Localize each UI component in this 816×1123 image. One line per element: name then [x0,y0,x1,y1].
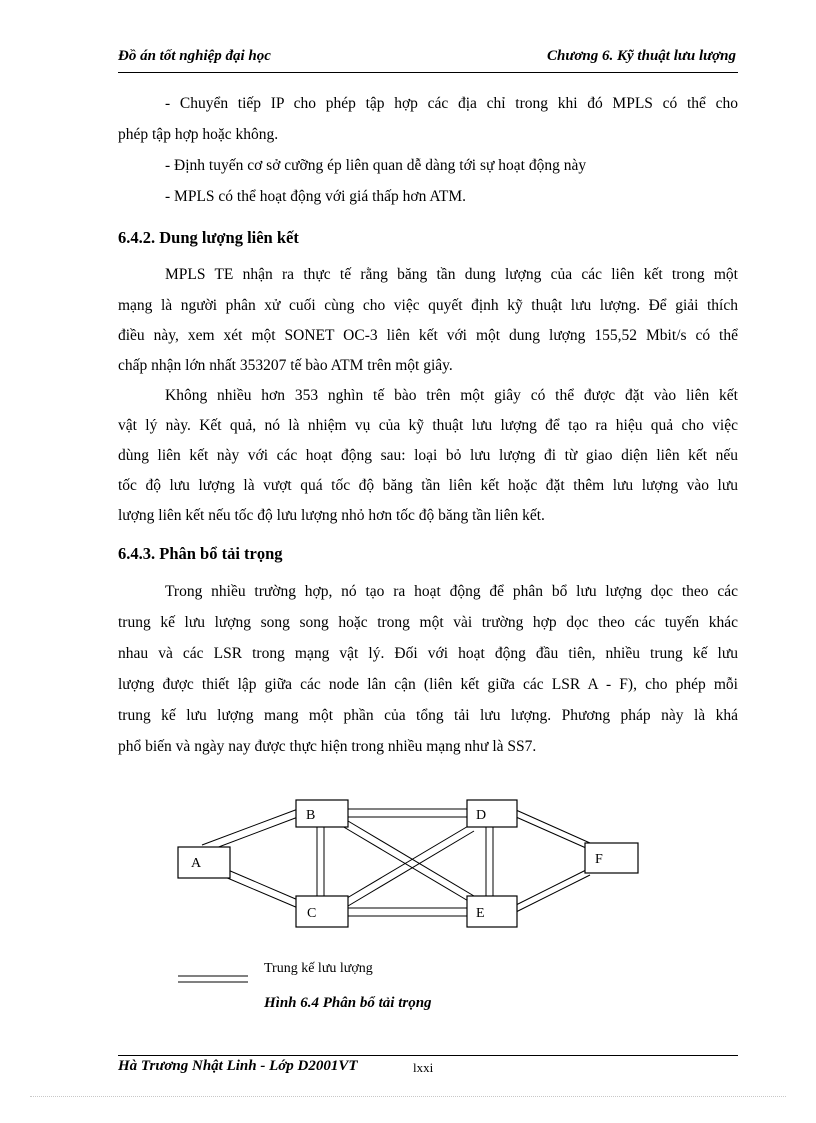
bullet-line: phép tập hợp hoặc không. [118,126,279,143]
paragraph-line: điều này, xem xét một SONET OC-3 liên kết với một dung lượng 155,52 Mbit/s có thể [118,327,738,344]
paragraph-line: Không nhiều hơn 353 nghìn tế bào trên một giây có thể được đặt vào liên kết [165,387,738,404]
bullet-line: - Định tuyến cơ sở cưỡng ép liên quan dễ dàng tới sự hoạt động này [165,157,587,174]
page-number: lxxi [413,1060,434,1075]
paragraph-line: phổ biến và ngày nay được thực hiện trong nhiều mạng như là SS7. [118,738,537,755]
legend-label: Trung kế lưu lượng [264,961,373,976]
bullet-line: - MPLS có thể hoạt động với giá thấp hơn ATM. [165,188,466,205]
section-heading: 6.4.2. Dung lượng liên kết [118,228,299,247]
node-label-c: C [307,906,317,921]
header-right: Chương 6. Kỹ thuật lưu lượng [547,48,736,64]
node-label-a: A [191,856,202,871]
legend-trunk-symbol [178,972,250,986]
trunk-links [202,809,590,916]
footer-rule [118,1055,738,1056]
figure-caption: Hình 6.4 Phân bổ tải trọng [264,995,432,1011]
node-f [585,843,638,873]
node-label-f: F [595,852,603,867]
node-b [296,800,348,827]
paragraph-line: Trong nhiều trường hợp, nó tạo ra hoạt động để phân bổ lưu lượng dọc theo các [165,583,738,600]
header-left: Đồ án tốt nghiệp đại học [118,48,271,64]
page-edge [30,1096,786,1097]
paragraph-line: mạng là người phân xử cuối cùng cho việc quyết định kỹ thuật lưu lượng. Để giải thích [118,297,738,314]
paragraph-line: lượng liên kết nếu tốc độ lưu lượng nhỏ hơn tốc độ băng tần liên kết. [118,507,545,524]
paragraph-line: vật lý này. Kết quả, nó là nhiệm vụ của kỹ thuật lưu lượng để tạo ra hiệu quả cho việc [118,417,738,434]
paragraph-line: trung kế lưu lượng mang một phần của tổng tải lưu lượng. Phương pháp này là khá [118,707,738,724]
section-heading: 6.4.3. Phân bổ tải trọng [118,544,283,563]
header-rule [118,72,738,73]
node-label-b: B [306,808,316,823]
footer-author: Hà Trương Nhật Linh - Lớp D2001VT [118,1058,358,1074]
node-c [296,896,348,927]
paragraph-line: lượng được thiết lập giữa các node lân cận (liên kết giữa các LSR A - F), cho phép mỗi [118,676,738,693]
bullet-line: - Chuyển tiếp IP cho phép tập hợp các địa chỉ trong khi đó MPLS có thể cho [165,95,738,112]
network-diagram [170,790,650,950]
node-label-e: E [476,906,485,921]
node-a [178,847,230,878]
node-e [467,896,517,927]
paragraph-line: tốc độ lưu lượng là vượt quá tốc độ băng tần liên kết hoặc đặt thêm lưu lượng vào lưu [118,477,738,494]
paragraph-line: MPLS TE nhận ra thực tế rằng băng tần dung lượng của các liên kết trong một [165,266,738,283]
paragraph-line: dùng liên kết này với các hoạt động sau: loại bỏ lưu lượng đi từ giao diện liên kết nếu [118,447,738,464]
paragraph-line: trung kế lưu lượng song song hoặc trong một vài trường hợp dọc theo các tuyến khác [118,614,738,631]
paragraph-line: chấp nhận lớn nhất 353207 tế bào ATM trên một giây. [118,357,453,374]
paragraph-line: nhau và các LSR trong mạng vật lý. Đối với hoạt động đầu tiên, nhiều trung kế lưu [118,645,738,662]
node-d [467,800,517,827]
node-label-d: D [476,808,487,823]
